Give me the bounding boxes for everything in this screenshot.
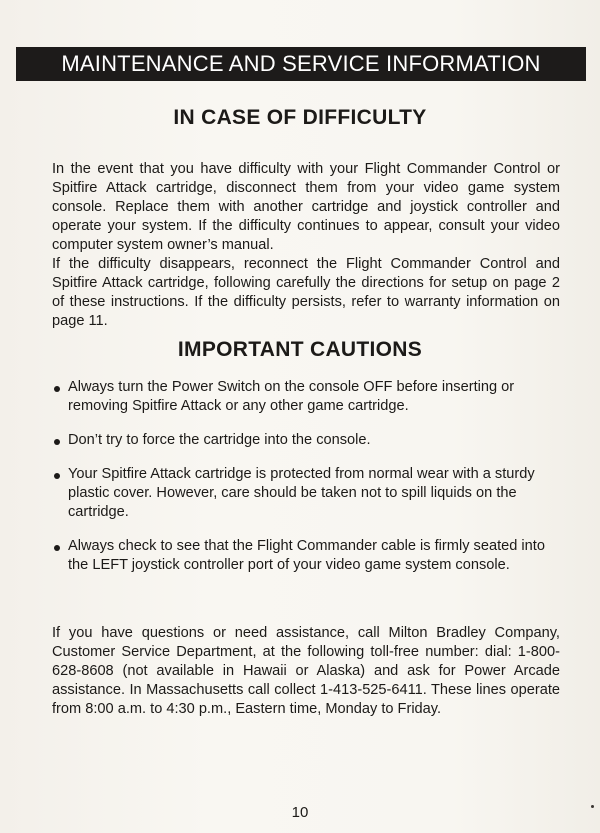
difficulty-paragraph-1: In the event that you have difficulty with your Flight Commander Control or Spitfire Attack cartridge, disconnect them from your video game system console. Replace them with another cartridge and joystick controller and operate your system. If the difficulty continues to appear, consult your video computer system owner’s manual. xyxy=(52,161,560,253)
caution-item xyxy=(52,537,560,575)
caution-text: Always check to see that the Flight Commander cable is firmly seated into the LEFT joystick controller port of your video game system console. xyxy=(68,538,545,573)
caution-item xyxy=(52,465,560,522)
print-speck xyxy=(591,805,594,808)
caution-item xyxy=(52,431,560,450)
contact-paragraph: If you have questions or need assistance, call Milton Bradley Company, Customer Service Department, at the following toll-free number: dial: 1-800-628-8608 (not available in Hawaii or Alaska) and ask for Power Arcade assistance. In Massachusetts call collect 1-413-525-6411. These lines operate from 8:00 a.m. to 4:30 p.m., Eastern time, Monday to Friday. xyxy=(52,625,560,717)
cautions-heading: IMPORTANT CAUTIONS xyxy=(177,338,423,361)
page-number: 10 xyxy=(291,804,309,821)
caution-item xyxy=(52,378,560,416)
caution-text: Your Spitfire Attack cartridge is protected from normal wear with a sturdy plastic cover. However, care should be taken not to spill liquids on the cartridge. xyxy=(68,466,535,520)
bullet-icon xyxy=(54,545,60,551)
difficulty-paragraph-2: If the difficulty disappears, reconnect the Flight Commander Control and Spitfire Attack cartridge, following carefully the directions for setup on page 2 of these instructions. If the difficulty persists, refer to warranty information on page 11. xyxy=(52,256,560,329)
section-banner: MAINTENANCE AND SERVICE INFORMATION xyxy=(16,47,586,81)
cautions-list xyxy=(52,378,560,590)
caution-text: Don’t try to force the cartridge into the console. xyxy=(68,432,371,448)
bullet-icon xyxy=(54,473,60,479)
bullet-icon xyxy=(54,386,60,392)
bullet-icon xyxy=(54,439,60,445)
caution-text: Always turn the Power Switch on the console OFF before inserting or removing Spitfire Attack or any other game cartridge. xyxy=(68,379,515,414)
difficulty-heading: IN CASE OF DIFFICULTY xyxy=(173,106,427,129)
